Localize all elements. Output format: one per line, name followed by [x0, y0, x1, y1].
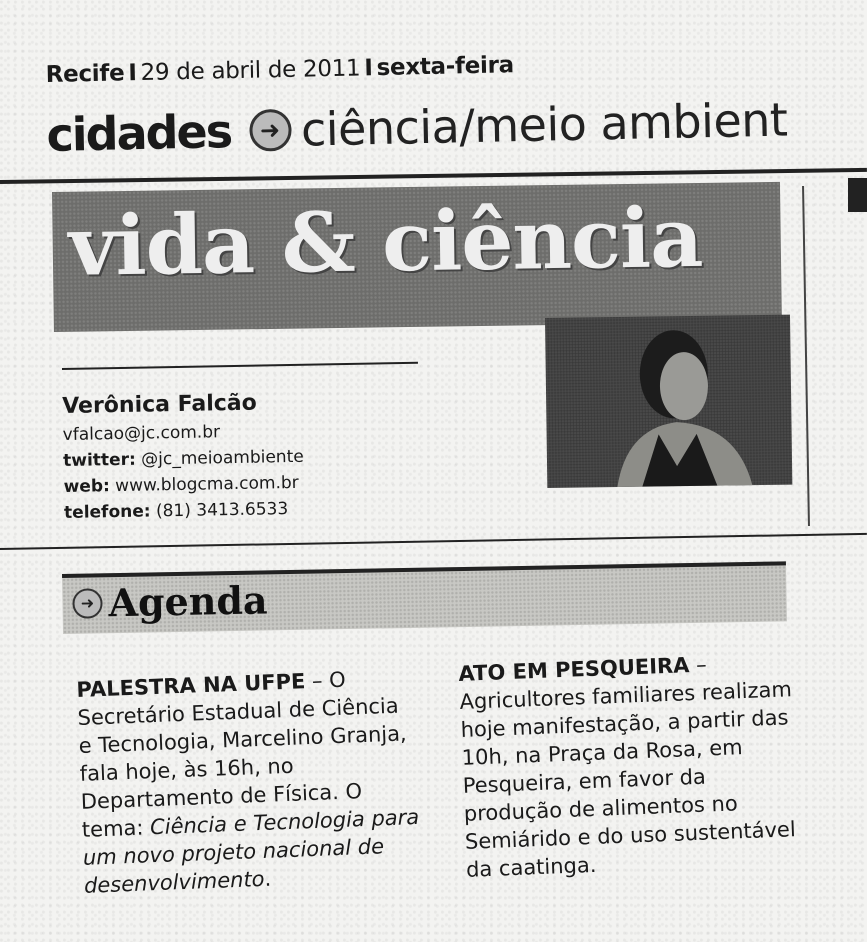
author-phone [64, 499, 305, 523]
byline-rule [62, 362, 418, 370]
agenda-header [62, 561, 787, 634]
web-link[interactable]: www.blogcma.com.br [115, 472, 299, 497]
author-photo [545, 315, 792, 488]
dateline-separator-2: I [364, 55, 373, 82]
agenda-item-body: Agricultores familiares realizam hoje manifestação, a partir das 10h, na Praça da Rosa, em Pesqueira, em favor da produção de alimentos no Semiárido e do uso sustentável da caatinga. [459, 677, 797, 882]
agenda-item-body: O Secretário Estadual de Ciência e Tecnologia, Marcelino Granja, fala hoje, às 16h, no Departamento de Física. O tema: [77, 667, 408, 842]
banner-title: vida & ciência [68, 189, 703, 295]
column-banner [52, 182, 782, 332]
web-label: web: [63, 476, 110, 497]
middle-rule [0, 533, 867, 550]
author-name: Verônica Falcão [62, 390, 258, 419]
dateline [45, 52, 514, 88]
phone-label: telefone: [63, 501, 151, 523]
agenda-item-dash: – [304, 668, 330, 694]
twitter-label: twitter: [62, 449, 136, 471]
section-subtitle: ciência/meio ambient [300, 92, 788, 157]
author-byline [62, 390, 305, 529]
agenda-item [76, 663, 424, 900]
column-divider [802, 186, 810, 526]
edge-block [848, 178, 867, 212]
dateline-separator: I [128, 60, 137, 87]
dateline-date: 29 de abril de 2011 [140, 55, 361, 87]
agenda-item-italic: Ciência e Tecnologia para um novo projeto nacional de desenvolvimento [82, 804, 420, 898]
agenda-title: Agenda [108, 577, 268, 626]
agenda-item-end: . [264, 866, 272, 891]
arrow-right-circle-icon: ➜ [72, 588, 103, 619]
section-header [46, 91, 867, 168]
agenda-item-dash: – [688, 652, 708, 678]
phone-number: (81) 3413.6533 [155, 499, 289, 522]
twitter-handle[interactable]: @jc_meioambiente [141, 446, 304, 470]
agenda-item-headline: PALESTRA NA UFPE [76, 669, 306, 702]
author-twitter [63, 447, 304, 471]
dateline-city: Recife [45, 60, 125, 88]
agenda-item [458, 647, 806, 884]
author-email[interactable]: vfalcao@jc.com.br [62, 422, 221, 445]
dateline-weekday: sexta-feira [376, 52, 515, 82]
section-title: cidades [46, 104, 232, 162]
arrow-right-circle-icon: ➜ [249, 109, 292, 152]
portrait-illustration [545, 315, 792, 488]
author-web [63, 473, 304, 497]
agenda-item-headline: ATO EM PESQUEIRA [458, 653, 690, 686]
